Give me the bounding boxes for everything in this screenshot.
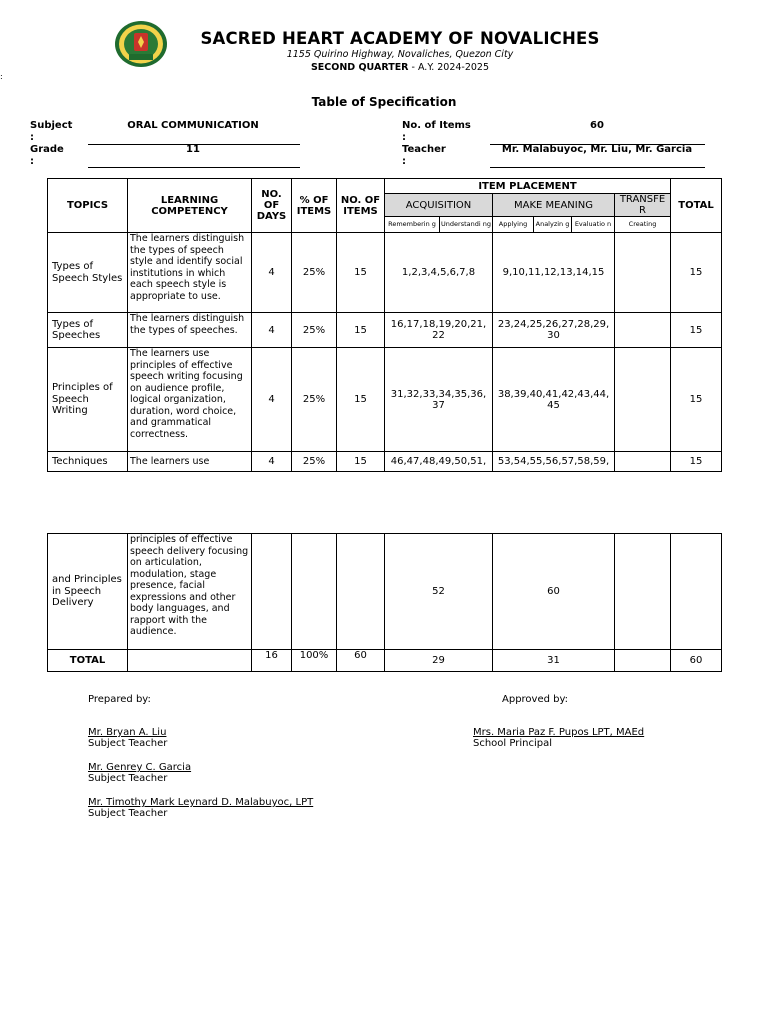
subject-value: ORAL COMMUNICATION [127,120,259,131]
row-acquisition-items: 46,47,48,49,50,51, [385,452,493,472]
row-transfer-items [615,452,671,472]
specification-table-continued [47,533,722,672]
row-acquisition-items: 1,2,3,4,5,6,7,8 [385,233,493,313]
row-topic: Principles of Speech Writing [48,348,128,452]
total-meaning: 31 [493,650,615,672]
row-percent: 25% [292,313,337,348]
row-topic: Types of Speech Styles [48,233,128,313]
row-acquisition-items: 31,32,33,34,35,36, 37 [385,348,493,452]
row-total: 15 [671,313,722,348]
row-competency: The learners use principles of effective speech writing focusing on audience profile, logical organization, duration, word choice, and grammatical correctness. [128,348,252,452]
total-days: 16 [252,650,292,672]
row-total: 15 [671,452,722,472]
stray-mark: : [0,72,3,81]
preparer-name: Mr. Bryan A. Liu [88,727,167,738]
grade-value: 11 [186,144,200,155]
row-days: 4 [252,313,292,348]
row-items [337,534,385,650]
table-row [48,452,722,472]
header-applying: Applying [493,217,534,233]
total-items: 60 [337,650,385,672]
preparer-role: Subject Teacher [88,808,168,819]
header-understanding: Understandi ng [440,217,493,233]
row-days [252,534,292,650]
items-value: 60 [590,120,604,131]
row-competency: principles of effective speech delivery focusing on articulation, modulation, stage presence, facial expressions and other body languages, and rapport with the audience. [128,534,252,650]
specification-table [47,178,722,472]
row-percent: 25% [292,452,337,472]
academic-year: - A.Y. 2024-2025 [408,62,490,73]
header-creating: Creating [615,217,671,233]
school-seal-logo [114,20,168,68]
preparer-signature [88,762,191,784]
row-transfer-items [615,233,671,313]
subject-colon: : [30,132,34,143]
preparer-name: Mr. Genrey C. Garcia [88,762,192,773]
row-days: 4 [252,233,292,313]
row-meaning-items: 23,24,25,26,27,28,29, 30 [493,313,615,348]
header-item-placement: ITEM PLACEMENT [385,179,671,194]
grade-underline [88,167,300,168]
preparer-role: Subject Teacher [88,738,168,749]
total-percent: 100% [292,650,337,672]
row-meaning-items: 38,39,40,41,42,43,44, 45 [493,348,615,452]
total-label: TOTAL [48,650,128,672]
total-competency [128,650,252,672]
row-total: 15 [671,348,722,452]
row-meaning-items: 60 [493,534,615,650]
table-row [48,348,722,452]
row-topic: and Principles in Speech Delivery [48,534,128,650]
row-percent: 25% [292,348,337,452]
subject-label: Subject [30,120,73,131]
total-acquisition: 29 [385,650,493,672]
row-percent [292,534,337,650]
header-make-meaning: MAKE MEANING [493,194,615,217]
total-row [48,650,722,672]
table-row [48,313,722,348]
header-remembering: Rememberin g [385,217,440,233]
row-transfer-items [615,534,671,650]
teacher-label: Teacher [402,144,446,155]
row-competency: The learners distinguish the types of speeches. [128,313,252,348]
preparer-signature [88,727,167,749]
items-colon: : [402,132,406,143]
grade-colon: : [30,156,34,167]
row-transfer-items [615,348,671,452]
row-total [671,534,722,650]
row-days: 4 [252,452,292,472]
teacher-colon: : [402,156,406,167]
approver-role: School Principal [473,738,552,749]
teacher-value: Mr. Malabuyoc, Mr. Liu, Mr. Garcia [501,144,693,155]
quarter-line [200,62,600,73]
row-days: 4 [252,348,292,452]
header-number-items: NO. OF ITEMS [337,179,385,233]
approver-signature [473,727,644,749]
total-total: 60 [671,650,722,672]
row-items: 15 [337,348,385,452]
quarter-label: SECOND QUARTER [310,62,409,73]
teacher-underline [490,167,705,168]
header-analyzing: Analyzin g [534,217,572,233]
row-acquisition-items: 52 [385,534,493,650]
header-total: TOTAL [671,179,722,233]
row-percent: 25% [292,233,337,313]
row-acquisition-items: 16,17,18,19,20,21, 22 [385,313,493,348]
document-title: Table of Specification [311,95,457,109]
header-evaluating: Evaluatio n [572,217,615,233]
row-items: 15 [337,313,385,348]
preparer-name: Mr. Timothy Mark Leynard D. Malabuyoc, LPT [88,797,314,808]
table-row [48,534,722,650]
header-days: NO. OF DAYS [252,179,292,233]
total-transfer [615,650,671,672]
header-competency: LEARNING COMPETENCY [128,179,252,233]
row-total: 15 [671,233,722,313]
approver-name: Mrs. Maria Paz F. Pupos LPT, MAEd [473,727,645,738]
row-items: 15 [337,452,385,472]
row-transfer-items [615,313,671,348]
row-topic: Types of Speeches [48,313,128,348]
row-competency: The learners distinguish the types of speech style and identify social institutions in which each speech style is appropriate to use. [128,233,252,313]
header-topics: TOPICS [48,179,128,233]
row-competency: The learners use [128,452,252,472]
row-meaning-items: 53,54,55,56,57,58,59, [493,452,615,472]
preparer-signature [88,797,313,819]
header-transfer: TRANSFE R [615,194,671,217]
row-topic: Techniques [48,452,128,472]
preparer-role: Subject Teacher [88,773,168,784]
approved-by-label: Approved by: [502,694,569,705]
items-label: No. of Items [402,120,471,131]
header-acquisition: ACQUISITION [385,194,493,217]
row-meaning-items: 9,10,11,12,13,14,15 [493,233,615,313]
prepared-by-label: Prepared by: [88,694,151,705]
row-items: 15 [337,233,385,313]
school-name: SACRED HEART ACADEMY OF NOVALICHES [200,29,600,48]
header-percent-items: % OF ITEMS [292,179,337,233]
school-address: 1155 Quirino Highway, Novaliches, Quezon City [286,49,514,60]
grade-label: Grade [30,144,64,155]
table-row [48,233,722,313]
